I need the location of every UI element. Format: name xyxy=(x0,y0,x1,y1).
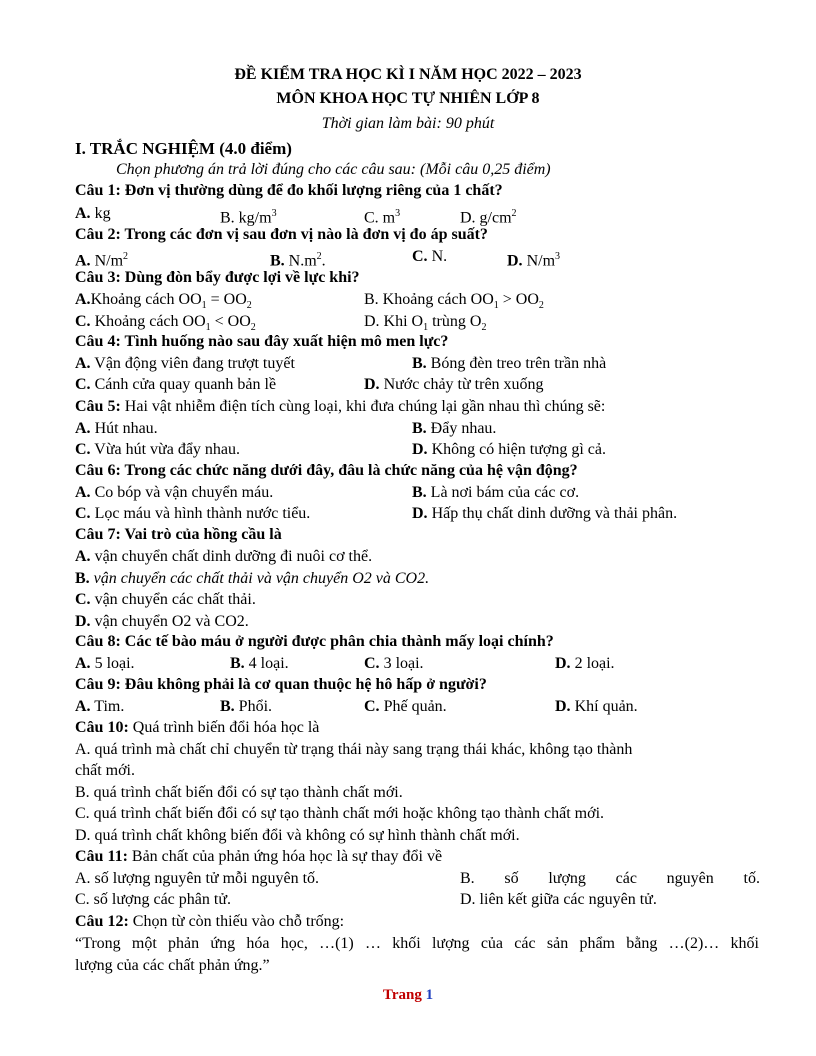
q9-option-d: D. Khí quản. xyxy=(555,698,638,715)
q4-option-d: D. Nước chảy từ trên xuống xyxy=(364,376,544,393)
question-4 xyxy=(75,331,448,352)
exam-subject: MÔN KHOA HỌC TỰ NHIÊN LỚP 8 xyxy=(276,90,540,107)
question-label: Câu 2: xyxy=(75,226,121,243)
q3-option-c: C. Khoảng cách $OO_1 < OO_2$ xyxy=(75,313,256,334)
question-label: Câu 4: xyxy=(75,333,121,350)
q8-option-c: C. 3 loại. xyxy=(364,655,424,672)
q10-option-b: B. quá trình chất biến đổi có sự tạo thành chất mới. xyxy=(75,784,403,801)
q9-option-c: C. Phế quản. xyxy=(364,698,447,715)
q2-option-a: A. $N/m^2$ xyxy=(75,251,129,270)
question-text: Dùng đòn bẩy được lợi về lực khi? xyxy=(120,269,360,286)
question-label: Câu 9: xyxy=(75,676,121,693)
q5-option-a: A. Hút nhau. xyxy=(75,420,158,437)
question-text: Trong các chức năng dưới đây, đâu là chức năng của hệ vận động? xyxy=(120,462,578,479)
q11-option-a: A. số lượng nguyên tử mỗi nguyên tố. xyxy=(75,870,320,887)
q10-option-a: A. quá trình mà chất chỉ chuyển từ trạng thái này sang trạng thái khác, không tạo thành xyxy=(75,741,633,758)
q8-option-a: A. 5 loại. xyxy=(75,655,135,672)
exam-duration: Thời gian làm bài: 90 phút xyxy=(321,115,495,132)
q3-option-b: B. Khoảng cách $OO_1 > OO_2$ xyxy=(364,291,544,312)
question-label: Câu 3: xyxy=(75,269,121,286)
question-label: Câu 8: xyxy=(75,633,121,650)
q5-option-d: D. Không có hiện tượng gì cả. xyxy=(412,441,606,458)
question-1 xyxy=(75,180,503,201)
q6-option-b: B. Là nơi bám của các cơ. xyxy=(412,484,580,501)
q1-option-d: D. $g/cm^2$ xyxy=(460,208,517,227)
q2-option-c: C. N. xyxy=(412,248,448,265)
q12-statement: “Trong một phản ứng hóa học, …(1) … khối lượng của các sản phẩm bằng …(2)… khối xyxy=(75,935,759,952)
q10-option-d: D. quá trình chất không biến đổi và không có sự hình thành chất mới. xyxy=(75,827,520,844)
question-2 xyxy=(75,224,488,245)
question-text: Bản chất của phản ứng hóa học là sự thay đổi về xyxy=(127,848,443,865)
q8-option-d: D. 2 loại. xyxy=(555,655,615,672)
q1-option-c: C. $m^3$ xyxy=(364,208,401,227)
question-8 xyxy=(75,631,554,652)
q6-option-c: C. Lọc máu và hình thành nước tiểu. xyxy=(75,505,311,522)
question-text: Tình huống nào sau đây xuất hiện mô men lực? xyxy=(120,333,449,350)
q1-option-a: A. kg xyxy=(75,205,111,222)
q10-option-c: C. quá trình chất biến đổi có sự tạo thành chất mới hoặc không tạo thành chất mới. xyxy=(75,805,605,822)
q9-option-b: B. Phổi. xyxy=(220,698,273,715)
question-label: Câu 12: xyxy=(75,913,129,930)
question-text: Vai trò của hồng cầu là xyxy=(120,526,282,543)
question-9 xyxy=(75,674,487,695)
question-text: Hai vật nhiễm điện tích cùng loại, khi đưa chúng lại gần nhau thì chúng sẽ: xyxy=(120,398,606,415)
question-text: Các tế bào máu ở người được phân chia thành mấy loại chính? xyxy=(120,633,554,650)
q12-statement-cont: lượng của các chất phản ứng.” xyxy=(75,957,270,974)
section-title: I. TRẮC NGHIỆM (4.0 điểm) xyxy=(75,139,292,158)
question-text: Đơn vị thường dùng để đo khối lượng riêng của 1 chất? xyxy=(120,182,503,199)
question-11 xyxy=(75,846,442,867)
question-text: Đâu không phải là cơ quan thuộc hệ hô hấp ở người? xyxy=(120,676,487,693)
q10-option-a-cont: chất mới. xyxy=(75,762,135,779)
question-12 xyxy=(75,911,344,932)
question-3 xyxy=(75,267,360,288)
q4-option-c: C. Cánh cửa quay quanh bản lề xyxy=(75,376,277,393)
q11-option-d: D. liên kết giữa các nguyên tử. xyxy=(460,891,657,908)
q9-option-a: A. Tim. xyxy=(75,698,125,715)
question-text: Quá trình biến đổi hóa học là xyxy=(128,719,320,736)
question-label: Câu 5: xyxy=(75,398,121,415)
question-label: Câu 7: xyxy=(75,526,121,543)
question-label: Câu 6: xyxy=(75,462,121,479)
exam-title: ĐỀ KIỂM TRA HỌC KÌ I NĂM HỌC 2022 – 2023 xyxy=(234,66,582,83)
q5-option-c: C. Vừa hút vừa đẩy nhau. xyxy=(75,441,241,458)
question-label: Câu 11: xyxy=(75,848,128,865)
q1-option-b: B. $kg/m^3$ xyxy=(220,208,277,227)
question-text: Trong các đơn vị sau đơn vị nào là đơn vị đo áp suất? xyxy=(120,226,488,243)
q11-option-c: C. số lượng các phân tử. xyxy=(75,891,231,908)
page-number: Trang 1 xyxy=(382,987,434,1003)
q7-option-d: D. vận chuyển O2 và CO2. xyxy=(75,613,249,630)
q6-option-a: A. Co bóp và vận chuyển máu. xyxy=(75,484,274,501)
question-label: Câu 1: xyxy=(75,182,121,199)
question-label: Câu 10: xyxy=(75,719,129,736)
q3-option-d: D. Khi $O_1$ trùng $O_2$ xyxy=(364,313,487,334)
q6-option-d: D. Hấp thụ chất dinh dưỡng và thải phân. xyxy=(412,505,678,522)
q11-option-b: B. số lượng các nguyên tố. xyxy=(460,870,760,887)
question-text: Chọn từ còn thiếu vào chỗ trống: xyxy=(128,913,345,930)
q2-option-d: D. $N/m^3$ xyxy=(507,251,561,270)
question-5 xyxy=(75,396,605,417)
q8-option-b: B. 4 loại. xyxy=(230,655,289,672)
section-instruction: Chọn phương án trả lời đúng cho các câu sau: (Mỗi câu 0,25 điểm) xyxy=(116,161,551,178)
q7-option-c: C. vận chuyển các chất thải. xyxy=(75,591,256,608)
question-7 xyxy=(75,524,282,545)
question-6 xyxy=(75,460,578,481)
q3-option-a: A.Khoảng cách $OO_1 = OO_2$ xyxy=(75,291,252,312)
q2-option-b: B. $N.m^2$. xyxy=(270,251,326,270)
q4-option-a: A. Vận động viên đang trượt tuyết xyxy=(75,355,295,372)
q7-option-a: A. vận chuyển chất dinh dưỡng đi nuôi cơ thể. xyxy=(75,548,373,565)
q7-option-b: B. vận chuyển các chất thải và vận chuyển O2 và CO2. xyxy=(75,570,430,587)
q4-option-b: B. Bóng đèn treo trên trần nhà xyxy=(412,355,607,372)
question-10 xyxy=(75,717,319,738)
q5-option-b: B. Đẩy nhau. xyxy=(412,420,497,437)
